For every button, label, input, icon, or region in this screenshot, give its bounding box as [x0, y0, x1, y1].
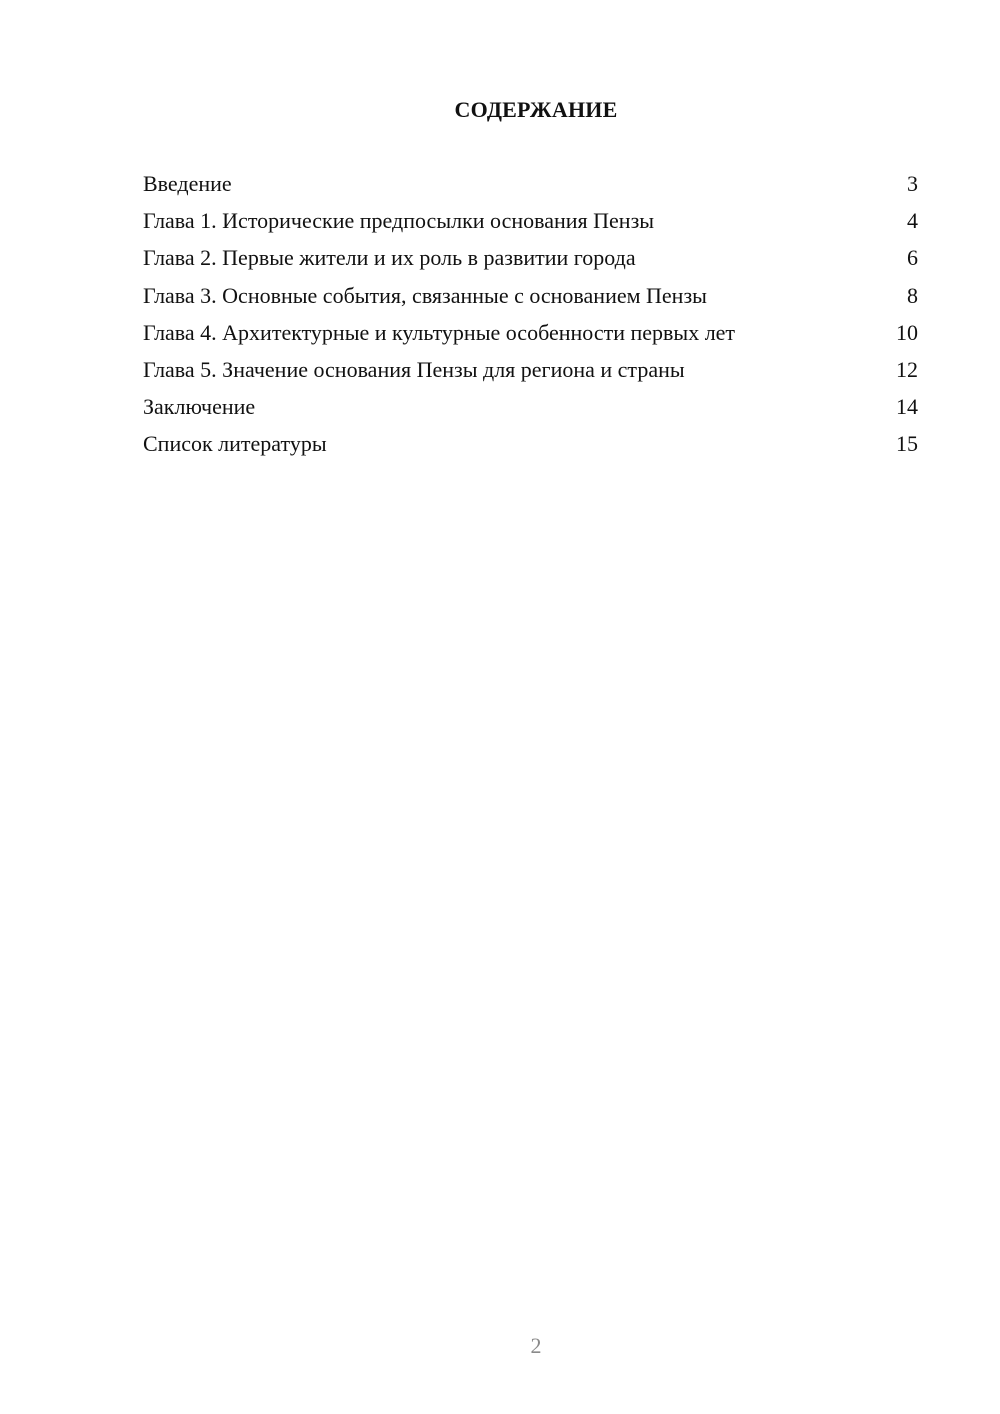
toc-item-label: Заключение — [143, 394, 256, 420]
toc-item-label: Введение — [143, 171, 232, 196]
toc-item-bibliography — [143, 429, 918, 466]
toc-item-page: 15 — [896, 431, 918, 457]
toc-item-label: Глава 1. Исторические предпосылки основания Пензы — [143, 208, 655, 234]
toc-item-chapter-3 — [143, 281, 918, 318]
toc-item-label: Глава 3. Основные события, связанные с основанием Пензы — [143, 282, 707, 308]
toc-item-chapter-4 — [143, 318, 918, 355]
toc-item-page: 10 — [896, 319, 918, 345]
toc-item-label: Список литературы — [143, 431, 327, 457]
toc-item-page: 8 — [907, 282, 918, 308]
toc-item-page: 3 — [907, 171, 918, 196]
toc-item-chapter-1 — [143, 206, 918, 243]
page-number: 2 — [530, 1333, 542, 1358]
table-of-contents — [143, 169, 918, 467]
toc-item-conclusion — [143, 392, 918, 429]
toc-item-introduction — [143, 169, 918, 206]
toc-item-chapter-2 — [143, 243, 918, 280]
toc-item-page: 4 — [907, 208, 918, 234]
toc-item-label: Глава 4. Архитектурные и культурные особенности первых лет — [143, 319, 736, 345]
page-title: СОДЕРЖАНИЕ — [454, 97, 618, 122]
toc-item-page: 12 — [896, 356, 918, 382]
toc-item-label: Глава 5. Значение основания Пензы для региона и страны — [143, 356, 685, 382]
toc-item-page: 6 — [907, 245, 918, 271]
toc-item-page: 14 — [896, 394, 918, 420]
toc-item-chapter-5 — [143, 355, 918, 392]
toc-item-label: Глава 2. Первые жители и их роль в развитии города — [143, 245, 636, 271]
